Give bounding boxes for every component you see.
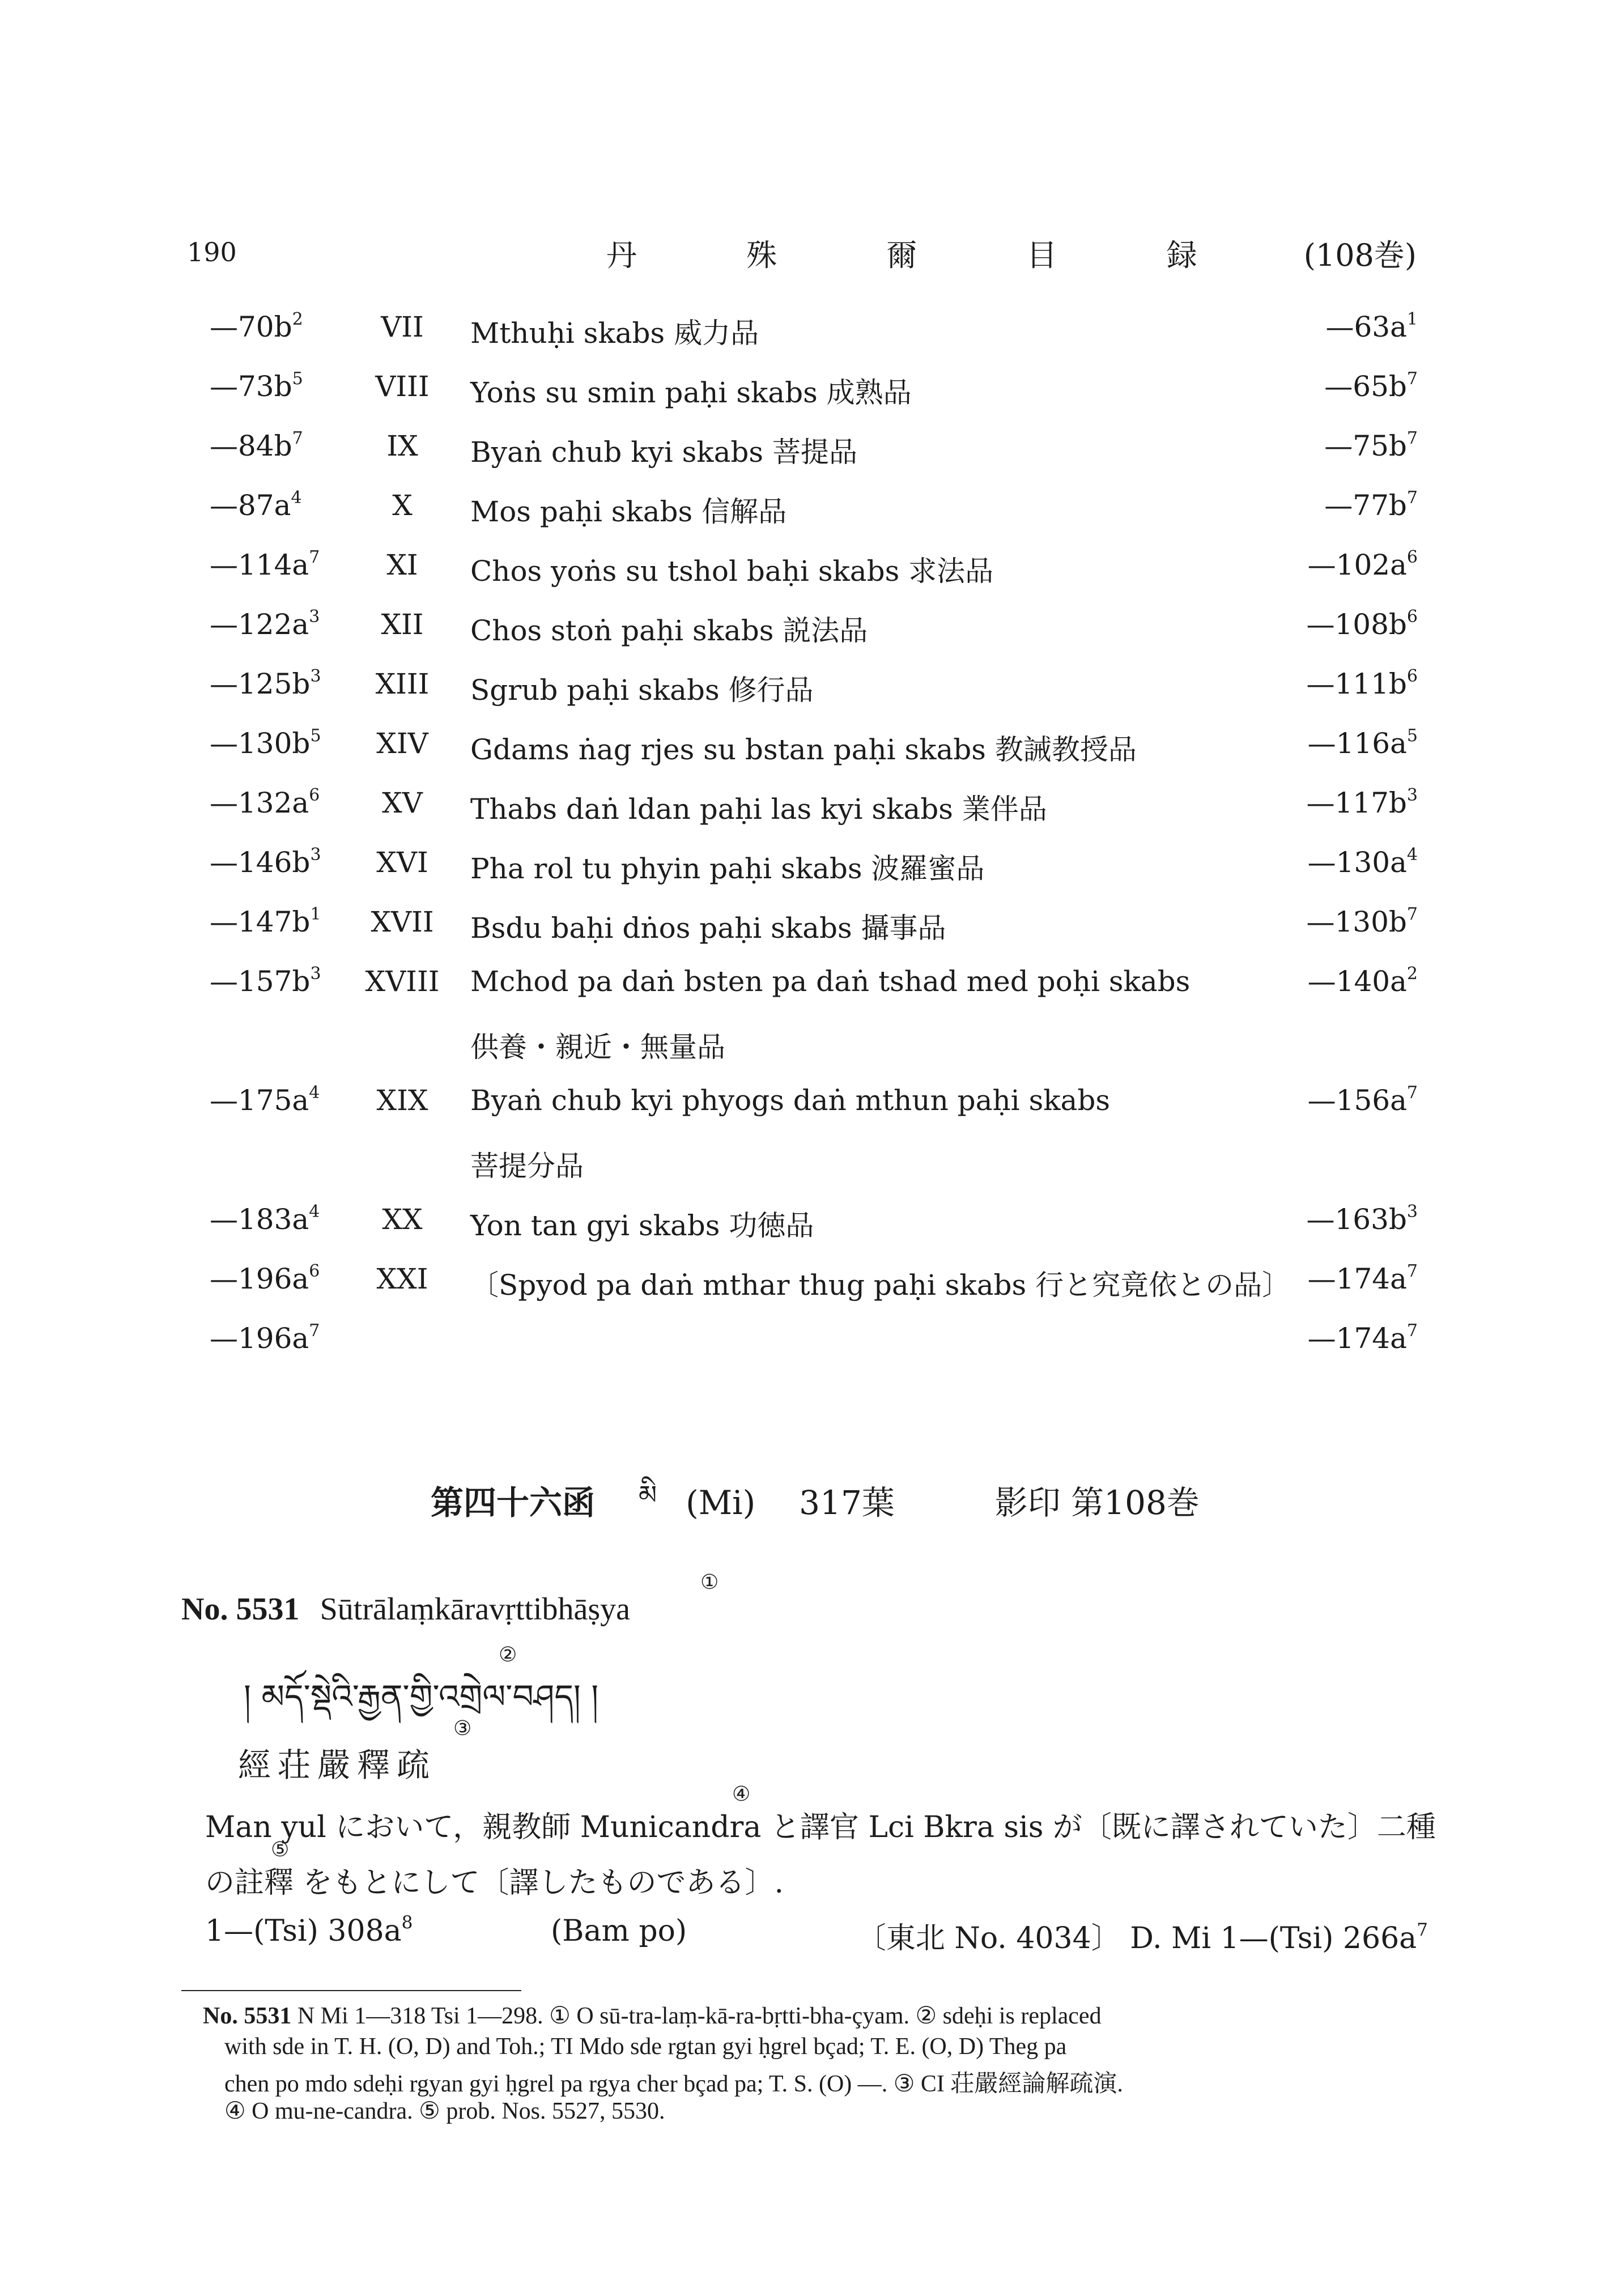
folio-start-cell	[210, 370, 303, 403]
folio-start-line: 1	[310, 904, 321, 924]
folio-end-cell	[1324, 489, 1418, 522]
folio-start-line: 5	[310, 726, 321, 746]
folio-end: —140a	[1307, 965, 1407, 998]
note-marker-4: ④	[732, 1783, 751, 1806]
chapter-row	[0, 846, 1624, 886]
folio-end: —156a	[1307, 1084, 1407, 1117]
entry-heading	[181, 1591, 630, 1627]
folio-start: —196a	[210, 1262, 309, 1295]
chapter-title: Byaṅ chub kyi skabs 菩提品	[470, 436, 857, 469]
folio-start-line: 2	[292, 309, 303, 329]
page-number: 190	[187, 237, 237, 267]
chapter-number: XIV	[376, 727, 428, 760]
folio-end-cell	[1306, 786, 1418, 819]
chapter-row	[0, 727, 1624, 767]
chapter-title: Byaṅ chub kyi phyogs daṅ mthun paḥi skabs	[470, 1084, 1111, 1117]
folio-end-cell	[1306, 1203, 1418, 1236]
chapter-number: VII	[381, 311, 424, 343]
note-marker-3: ③	[453, 1717, 472, 1740]
folio-end-line: 7	[1406, 1083, 1418, 1103]
folio-end-cell	[1308, 549, 1418, 581]
folio-start-line: 3	[310, 666, 321, 686]
tibetan-letter: མི	[638, 1479, 657, 1510]
folio-end-cell	[1306, 608, 1418, 641]
chapter-row	[0, 311, 1624, 350]
folio-end-cell	[1324, 370, 1418, 403]
body-line-1: Man yul において，親教師 Municandra と譯官 Lci Bkra sis が〔既に譯されていた〕二種	[205, 1810, 1436, 1844]
folio-start-cell	[210, 311, 303, 343]
folio-end: —130b	[1306, 905, 1407, 938]
folio-start: —84b	[210, 430, 292, 462]
folio-start-line: 4	[291, 488, 302, 508]
folio-start-line: 4	[309, 1202, 320, 1222]
chapter-row	[0, 667, 1624, 707]
folio-end: —77b	[1324, 489, 1407, 522]
chapter-row	[0, 905, 1624, 945]
entry-number: No. 5531	[181, 1592, 300, 1627]
chapter-number: XVII	[371, 905, 434, 938]
photo-volume: 影印 第108巻	[994, 1483, 1200, 1522]
chapter-title: Pha rol tu phyin paḥi skabs 波羅蜜品	[470, 852, 985, 885]
folio-start-line: 3	[310, 964, 321, 984]
folio-start-cell	[210, 1322, 320, 1355]
location-right: 〔東北 No. 4034〕 D. Mi 1—(Tsi) $266a^7$	[856, 1920, 1428, 1955]
folio-start-cell	[210, 846, 321, 879]
folio-start: —87a	[210, 489, 291, 522]
folio-start-line: 5	[292, 369, 303, 389]
folio-end-line: 6	[1406, 547, 1418, 567]
chapter-row	[0, 786, 1624, 826]
chapter-number: XX	[382, 1203, 423, 1236]
chapter-row	[0, 965, 1624, 1005]
folio-end-line: 3	[1406, 1202, 1418, 1222]
folio-end: —163b	[1306, 1203, 1407, 1236]
chapter-title: Yoṅs su smin paḥi skabs 成熟品	[470, 376, 912, 409]
note-marker-1: ①	[700, 1571, 719, 1594]
folio-start-cell	[210, 965, 321, 998]
chapter-title: 供養・親近・無量品	[470, 1031, 725, 1064]
chapter-title: Chos stoṅ paḥi skabs 説法品	[470, 614, 868, 647]
folio-start-cell	[210, 1203, 320, 1236]
folio-end-line: 4	[1406, 845, 1418, 865]
folio-end-cell	[1308, 1084, 1418, 1117]
folio-start: —157b	[210, 965, 311, 998]
chapter-title: Chos yoṅs su tshol baḥi skabs 求法品	[470, 555, 994, 588]
chapter-number: XVI	[376, 846, 428, 879]
folio-start-line: 7	[309, 1321, 320, 1341]
chapter-number: XIX	[376, 1084, 428, 1117]
chinese-title: 經荘嚴釋疏	[238, 1746, 437, 1784]
folio-end: —174a	[1307, 1262, 1407, 1295]
folio-end: —174a	[1307, 1322, 1407, 1355]
chapter-row-continuation	[0, 1143, 1624, 1183]
chapter-row	[0, 1203, 1624, 1243]
folio-start-line: 6	[309, 785, 320, 805]
folio-start-cell	[210, 549, 320, 581]
chapter-title: Mchod pa daṅ bsten pa daṅ tshad med poḥi skabs	[470, 965, 1191, 998]
folio-start-line: 6	[309, 1261, 320, 1281]
folio-start: —122a	[210, 608, 309, 641]
folio-start-line: 3	[310, 845, 321, 865]
folio-start-cell	[210, 1084, 320, 1117]
folio-end-line: 1	[1406, 309, 1418, 329]
chapter-row-continuation	[0, 1024, 1624, 1064]
footnote-line-4: ④ O mu-ne-candra. ⑤ prob. Nos. 5527, 5530.	[224, 2098, 665, 2124]
folio-start: —73b	[210, 370, 292, 403]
footnote-rule	[181, 1990, 521, 1991]
folio-end-cell	[1308, 1322, 1418, 1355]
folio-start: —175a	[210, 1084, 309, 1117]
folio-start: —132a	[210, 786, 309, 819]
folio-start-cell	[210, 1262, 320, 1295]
folio-end-cell	[1308, 1262, 1418, 1295]
body-line-2: の註釋 をもとにして〔譯したものである〕.	[205, 1866, 784, 1900]
folio-start: —147b	[210, 905, 311, 938]
chapter-number: XV	[382, 786, 423, 819]
chapter-title: 〔Spyod pa daṅ mthar thug paḥi skabs 行と究竟依との品〕	[470, 1269, 1291, 1302]
folio-end-line: 7	[1406, 428, 1418, 448]
chapter-number: XI	[386, 549, 418, 581]
folio-start-cell	[210, 667, 321, 700]
folio-end-line: 6	[1406, 607, 1418, 627]
folio-start-cell	[210, 727, 321, 760]
folio-end-cell	[1324, 430, 1418, 462]
folio-start-line: 7	[292, 428, 303, 448]
folio-end-cell	[1308, 965, 1418, 998]
folio-end-cell	[1306, 905, 1418, 938]
folio-end: —130a	[1307, 846, 1407, 879]
folio-start: —146b	[210, 846, 311, 879]
chapter-number: VIII	[375, 370, 430, 403]
folio-end-line: 6	[1406, 666, 1418, 686]
chapter-row	[0, 430, 1624, 469]
chapter-number: XVIII	[365, 965, 440, 998]
chapter-title: Sgrub paḥi skabs 修行品	[470, 674, 814, 707]
folio-start: —183a	[210, 1203, 309, 1236]
folio-end-cell	[1306, 667, 1418, 700]
folio-end-cell	[1325, 311, 1418, 343]
chapter-row	[0, 608, 1624, 648]
running-title: 丹 殊 爾 目 録	[606, 237, 1247, 273]
chapter-row	[0, 1262, 1624, 1302]
chapter-title: Mthuḥi skabs 威力品	[470, 317, 759, 350]
tibetan-title: ། མདོ་སྡེའི་རྒྱན་གྱི་འགྲེལ་བཤད། །	[244, 1677, 599, 1716]
chapter-title: Gdams ṅag rjes su bstan paḥi skabs 教誡教授品	[470, 733, 1137, 766]
folio-end: —108b	[1306, 608, 1407, 641]
chapter-number: X	[392, 489, 413, 522]
folio-start-cell	[210, 608, 320, 641]
folio-end: —116a	[1307, 727, 1407, 760]
folio-end: —117b	[1306, 786, 1407, 819]
chapter-row	[0, 549, 1624, 588]
chapter-row	[0, 489, 1624, 529]
entry-title: Sūtrālaṃkāravṛttibhāṣya	[320, 1592, 631, 1627]
folio-end-line: 7	[1406, 1321, 1418, 1341]
note-marker-5: ⑤	[271, 1838, 290, 1861]
chapter-row-end	[0, 1322, 1624, 1362]
folio-end-line: 2	[1406, 964, 1418, 984]
location-bampo: (Bam po)	[551, 1914, 687, 1948]
folio-start: —130b	[210, 727, 311, 760]
folio-end-line: 5	[1406, 726, 1418, 746]
folio-end: —65b	[1324, 370, 1407, 403]
folio-end-line: 3	[1406, 785, 1418, 805]
chapter-title: 菩提分品	[470, 1150, 584, 1183]
chapter-row	[0, 1084, 1624, 1124]
folio-end-line: 7	[1406, 904, 1418, 924]
folio-start-cell	[210, 430, 303, 462]
chapter-number: XII	[381, 608, 424, 641]
folio-end: —102a	[1307, 549, 1407, 581]
chapter-title: Mos paḥi skabs 信解品	[470, 495, 787, 528]
location-left: 1—(Tsi) $308a^8$	[205, 1912, 413, 1948]
case-number: 第四十六函	[431, 1483, 596, 1522]
folio-start: —70b	[210, 311, 292, 343]
folio-start: —114a	[210, 549, 309, 581]
folio-end-cell	[1308, 727, 1418, 760]
footnote-line-1: No. 5531 N Mi 1—318 Tsi 1—298. ① O sū-tra-laṃ-kā-ra-bṛtti-bha-çyam. ② sdeḥi is replaced	[203, 2003, 1102, 2029]
folio-start-line: 4	[309, 1083, 320, 1103]
chapter-number: XXI	[376, 1262, 428, 1295]
note-marker-2: ②	[499, 1643, 517, 1666]
chapter-title: Bsdu baḥi dṅos paḥi skabs 攝事品	[470, 912, 946, 945]
chapter-title: Thabs daṅ ldan paḥi las kyi skabs 業伴品	[470, 793, 1047, 826]
folio-start-line: 7	[309, 547, 320, 567]
footnote-line-2: with sde in T. H. (O, D) and Toh.; TI Mdo sde rgtan gyi ḥgrel bçad; T. E. (O, D) Theg pa	[224, 2034, 1067, 2060]
folio-end: —63a	[1325, 311, 1407, 343]
chapter-row	[0, 370, 1624, 410]
volume-label: (108巻)	[1303, 237, 1417, 273]
folio-end-cell	[1308, 846, 1418, 879]
chapter-number: IX	[386, 430, 418, 462]
folio-start: —125b	[210, 667, 311, 700]
folio-end: —75b	[1324, 430, 1407, 462]
chapter-title: Yon tan gyi skabs 功徳品	[470, 1209, 814, 1242]
section-heading	[431, 1466, 1200, 1540]
folio-end: —111b	[1306, 667, 1407, 700]
folio-end-line: 7	[1406, 488, 1418, 508]
folio-end-line: 7	[1406, 369, 1418, 389]
footnote-line-3: chen po mdo sdeḥi rgyan gyi ḥgrel pa rgya cher bçad pa; T. S. (O) —. ③ CI 荘嚴經論解疏演.	[224, 2071, 1123, 2097]
folio-start-cell	[210, 489, 302, 522]
folio-start-cell	[210, 786, 320, 819]
folio-start: —196a	[210, 1322, 309, 1355]
mi-label: (Mi)	[686, 1483, 756, 1522]
folio-start-cell	[210, 905, 321, 938]
folio-count: 317葉	[799, 1483, 895, 1522]
folio-start-line: 3	[309, 607, 320, 627]
chapter-number: XIII	[375, 667, 430, 700]
folio-end-line: 7	[1406, 1261, 1418, 1281]
